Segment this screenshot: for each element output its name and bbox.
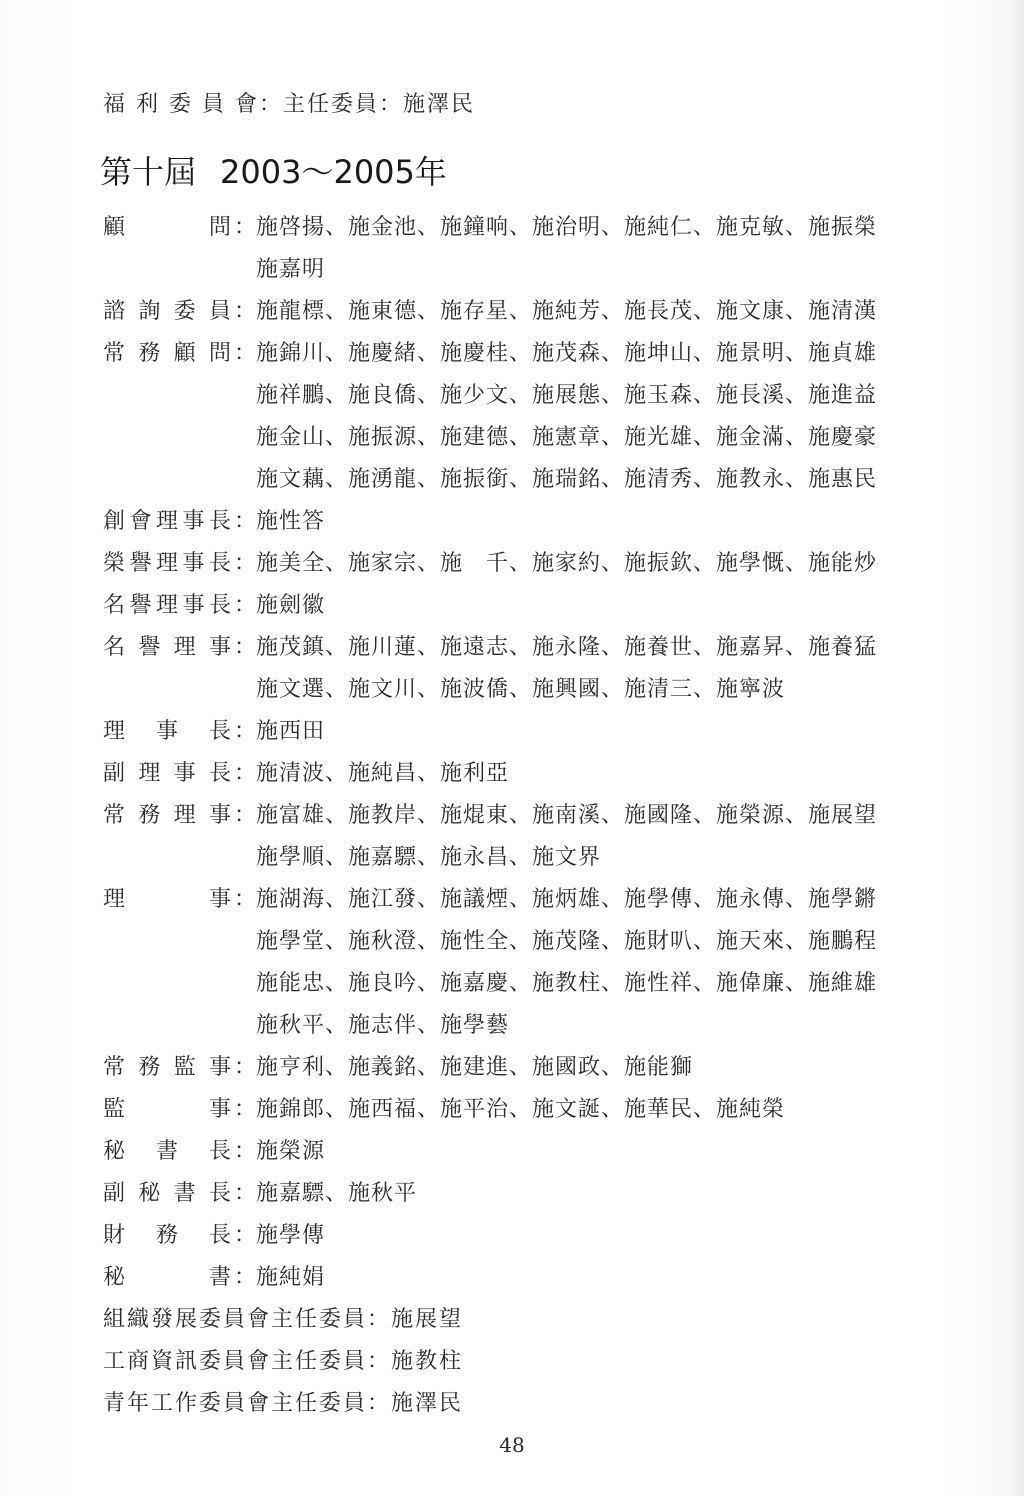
entry-label: 副理事長 — [103, 761, 231, 786]
committee-youth-work: 青年工作委員會主任委員：施澤民 — [103, 1391, 464, 1416]
entry-deputy-secretary-general: 副秘書長 ： 施嘉驃、施秋平 — [0, 1179, 1024, 1221]
entry-secretary: 秘書 ： 施純娟 — [0, 1263, 1024, 1305]
entry-treasurer: 財務長 ： 施學傳 — [0, 1221, 1024, 1263]
entry-label: 常務理事 — [103, 803, 231, 828]
entry-label: 諮詢委員 — [103, 299, 231, 324]
committee-organization-development: 組織發展委員會主任委員：施展望 — [103, 1307, 464, 1332]
entry-names: 施性答 — [256, 509, 326, 534]
entry-names: 施亨利、施義銘、施建進、施國政、施能獅 — [256, 1055, 694, 1080]
entry-names: 施富雄、施教岸、施焜東、施南溪、施國隆、施榮源、施展望 施學順、施嘉驃、施永昌、施文界 — [256, 803, 878, 870]
entry-label: 常務顧問 — [103, 341, 231, 366]
entry-secretary-general: 秘書長 ： 施榮源 — [0, 1137, 1024, 1179]
entry-label: 名譽理事長 — [103, 593, 231, 618]
entry-names: 施龍標、施東德、施存星、施純芳、施長茂、施文康、施清漢 — [256, 299, 878, 324]
entry-consulting-members: 諮詢委員 ： 施龍標、施東德、施存星、施純芳、施長茂、施文康、施清漢 — [0, 297, 1024, 339]
entry-supervisors: 監事 ： 施錦郎、施西福、施平治、施文誕、施華民、施純榮 — [0, 1095, 1024, 1137]
committee-business-information: 工商資訊委員會主任委員：施教柱 — [103, 1349, 464, 1374]
welfare-committee-line: 福 利 委 員 會：主任委員：施澤民 — [103, 92, 475, 117]
entry-names: 施湖海、施江發、施議煙、施炳雄、施學傳、施永傳、施學鏘 施學堂、施秋澄、施性全、施茂隆、施財叭、施天來、施鵬程 施能忠、施良吟、施嘉慶、施教柱、施性祥、施偉廉、施維雄 施秋平、施志伴、施學藝 — [256, 887, 878, 1038]
entry-names: 施美全、施家宗、施 千、施家約、施振欽、施學慨、施能炒 — [256, 551, 878, 576]
entry-label: 財務長 — [103, 1223, 231, 1248]
entry-founding-chairman: 創會理事長 ： 施性答 — [0, 507, 1024, 549]
entry-executive-supervisors: 常務監事 ： 施亨利、施義銘、施建進、施國政、施能獅 — [0, 1053, 1024, 1095]
entry-names: 施西田 — [256, 719, 326, 744]
entry-label: 理事 — [103, 887, 231, 912]
entry-honorary-chairman: 榮譽理事長 ： 施美全、施家宗、施 千、施家約、施振欽、施學慨、施能炒 — [0, 549, 1024, 591]
entry-executive-directors: 常務理事 ： 施富雄、施教岸、施焜東、施南溪、施國隆、施榮源、施展望 施學順、施嘉驃、施永昌、施文界 — [0, 801, 1024, 843]
entry-label: 創會理事長 — [103, 509, 231, 534]
entry-vice-chairman: 副理事長 ： 施清波、施純昌、施利亞 — [0, 759, 1024, 801]
section-heading — [100, 152, 447, 192]
entry-advisors: 顧問 ： 施啓揚、施金池、施鐘响、施治明、施純仁、施克敏、施振榮 施嘉明 — [0, 213, 1024, 255]
entry-names: 施純娟 — [256, 1265, 326, 1290]
entry-label: 副秘書長 — [103, 1181, 231, 1206]
entry-names: 施錦郎、施西福、施平治、施文誕、施華民、施純榮 — [256, 1097, 786, 1122]
entry-label: 名譽理事 — [103, 635, 231, 660]
entry-names: 施學傳 — [256, 1223, 326, 1248]
entry-names: 施啓揚、施金池、施鐘响、施治明、施純仁、施克敏、施振榮 施嘉明 — [256, 215, 878, 282]
entry-names: 施嘉驃、施秋平 — [256, 1181, 418, 1206]
entry-honorary-chairman-title: 名譽理事長 ： 施劍徽 — [0, 591, 1024, 633]
entry-label: 秘書長 — [103, 1139, 231, 1164]
entry-label: 監事 — [103, 1097, 231, 1122]
page-number: 48 — [499, 1433, 525, 1457]
entry-label: 顧問 — [103, 215, 231, 240]
entry-label: 理事長 — [103, 719, 231, 744]
entry-executive-advisors: 常務顧問 ： 施錦川、施慶緒、施慶桂、施茂森、施坤山、施景明、施貞雄 施祥鵬、施良僑、施少文、施展態、施玉森、施長溪、施進益 施金山、施振源、施建德、施憲章、施光雄、施金滿、施慶豪 施文藕、施湧龍、施振銜、施瑞銘、施清秀、施教永、施惠民 — [0, 339, 1024, 381]
entry-label: 常務監事 — [103, 1055, 231, 1080]
entry-names: 施茂鎮、施川蓮、施遠志、施永隆、施養世、施嘉昇、施養猛 施文選、施文川、施波僑、施興國、施清三、施寧波 — [256, 635, 878, 702]
entry-honorary-directors: 名譽理事 ： 施茂鎮、施川蓮、施遠志、施永隆、施養世、施嘉昇、施養猛 施文選、施文川、施波僑、施興國、施清三、施寧波 — [0, 633, 1024, 675]
entry-names: 施榮源 — [256, 1139, 326, 1164]
entry-chairman: 理事長 ： 施西田 — [0, 717, 1024, 759]
entry-names: 施劍徽 — [256, 593, 326, 618]
entry-names: 施清波、施純昌、施利亞 — [256, 761, 510, 786]
entry-names: 施錦川、施慶緒、施慶桂、施茂森、施坤山、施景明、施貞雄 施祥鵬、施良僑、施少文、施展態、施玉森、施長溪、施進益 施金山、施振源、施建德、施憲章、施光雄、施金滿、施慶豪 施文藕、施湧龍、施振銜、施瑞銘、施清秀、施教永、施惠民 — [256, 341, 878, 492]
term-title: 第十屆 — [100, 153, 197, 191]
entry-directors: 理事 ： 施湖海、施江發、施議煙、施炳雄、施學傳、施永傳、施學鏘 施學堂、施秋澄、施性全、施茂隆、施財叭、施天來、施鵬程 施能忠、施良吟、施嘉慶、施教柱、施性祥、施偉廉、施維雄 施秋平、施志伴、施學藝 — [0, 885, 1024, 927]
term-years: 2003～2005年 — [220, 153, 447, 191]
entry-label: 榮譽理事長 — [103, 551, 231, 576]
entry-label: 秘書 — [103, 1265, 231, 1290]
